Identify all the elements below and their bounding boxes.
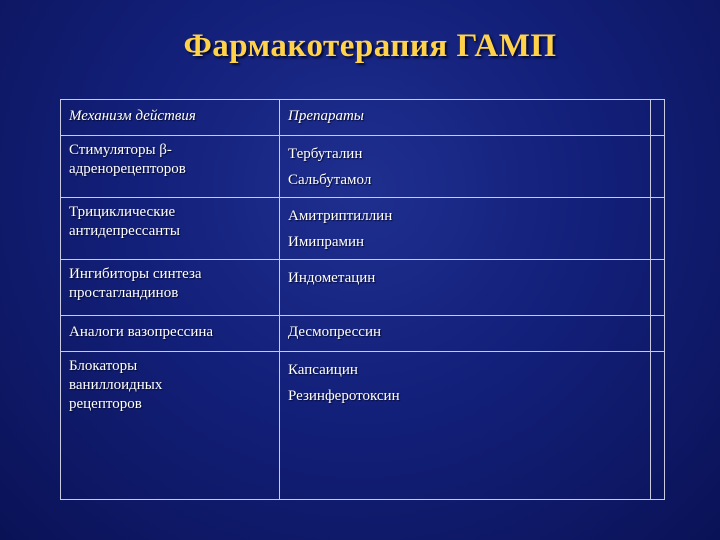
empty-cell bbox=[651, 198, 665, 260]
mechanism-line: Трициклические bbox=[69, 204, 176, 220]
empty-cell bbox=[651, 100, 665, 136]
pharmacotherapy-table bbox=[60, 99, 665, 500]
drug-name: Резинферотоксин bbox=[287, 388, 400, 404]
header-drugs bbox=[279, 100, 650, 136]
empty-cell bbox=[651, 352, 665, 500]
header-mechanism bbox=[61, 100, 280, 136]
drug-name: Имипрамин bbox=[287, 234, 365, 250]
drug-name: Десмопрессин bbox=[287, 324, 382, 340]
table-row bbox=[61, 316, 665, 352]
table-header-row bbox=[61, 100, 665, 136]
mechanism-cell bbox=[61, 136, 280, 198]
table-row bbox=[61, 136, 665, 198]
empty-cell bbox=[651, 260, 665, 316]
empty-cell bbox=[651, 316, 665, 352]
drugs-cell bbox=[279, 352, 650, 500]
drugs-cell bbox=[279, 316, 650, 352]
drugs-cell bbox=[279, 260, 650, 316]
drugs-cell bbox=[279, 198, 650, 260]
table-row bbox=[61, 352, 665, 500]
header-drugs-label: Препараты bbox=[287, 108, 364, 124]
slide-title: Фармакотерапия ГАМП bbox=[183, 28, 557, 64]
mechanism-cell bbox=[61, 198, 280, 260]
drugs-cell bbox=[279, 136, 650, 198]
drug-name: Тербуталин bbox=[287, 146, 363, 162]
drug-name: Сальбутамол bbox=[287, 172, 372, 188]
mechanism-line: Ингибиторы синтеза bbox=[69, 266, 202, 282]
table-row bbox=[61, 198, 665, 260]
mechanism-line: антидепрессанты bbox=[69, 223, 180, 239]
mechanism-cell bbox=[61, 260, 280, 316]
mechanism-line: Стимуляторы β- bbox=[69, 142, 172, 158]
table-row bbox=[61, 260, 665, 316]
mechanism-line: Блокаторы bbox=[69, 358, 138, 374]
mechanism-line: ваниллоидных bbox=[69, 377, 163, 393]
mechanism-line: Аналоги вазопрессина bbox=[69, 324, 214, 340]
mechanism-cell bbox=[61, 352, 280, 500]
header-mechanism-label: Механизм действия bbox=[69, 108, 196, 124]
mechanism-cell bbox=[61, 316, 280, 352]
empty-cell bbox=[651, 136, 665, 198]
drug-name: Индометацин bbox=[287, 270, 376, 286]
mechanism-line: рецепторов bbox=[69, 396, 142, 412]
drug-name: Амитриптиллин bbox=[287, 208, 393, 224]
mechanism-line: простагландинов bbox=[69, 285, 179, 301]
drug-name: Капсаицин bbox=[287, 362, 358, 378]
mechanism-line: адренорецепторов bbox=[69, 161, 186, 177]
